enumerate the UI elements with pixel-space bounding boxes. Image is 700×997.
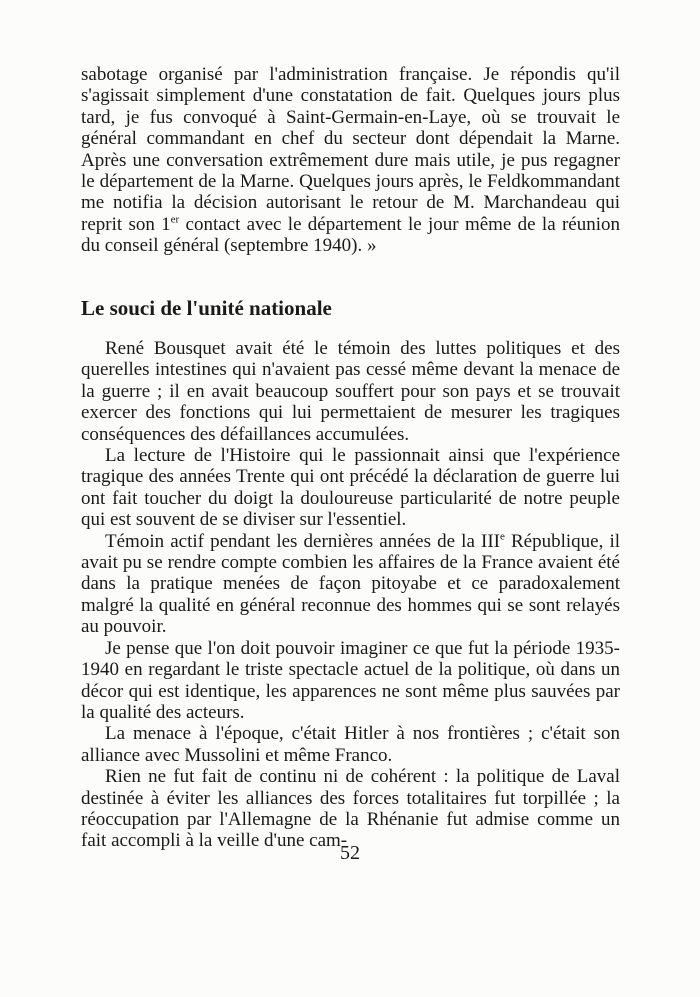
paragraph-3 (81, 531, 620, 638)
continued-paragraph-block (81, 64, 620, 257)
paragraph-3-text: Témoin actif pendant les dernières années de la III (105, 530, 500, 552)
continued-paragraph (81, 64, 620, 257)
ordinal-superscript: e (499, 530, 505, 543)
continued-paragraph-text-end: contact avec le département le jour même de la réunion du conseil général (septembre 1940). » (81, 213, 620, 257)
section-body (81, 338, 620, 852)
paragraph-2: La lecture de l'Histoire qui le passionnait ainsi que l'expérience tragique des années Trente qui ont précédé la déclaration de guerre lui ont fait toucher du doigt la douloureuse particularité de notre peuple qui est souvent de se diviser sur l'essentiel. (81, 445, 620, 531)
paragraph-5: La menace à l'époque, c'était Hitler à nos frontières ; c'était son alliance avec Mussolini et même Franco. (81, 723, 620, 766)
paragraph-6: Rien ne fut fait de continu ni de cohérent : la politique de Laval destinée à éviter les alliances des forces totalitaires fut torpillée ; la réoccupation par l'Allemagne de la Rhénanie fut admise comme un fait accompli à la veille d'une cam- (81, 766, 620, 852)
continued-paragraph-text: sabotage organisé par l'administration française. Je répondis qu'il s'agissait simplement d'une constatation de fait. Quelques jours plus tard, je fus convoqué à Saint-Germain-en-Laye, où se trouvait le général commandant en chef du secteur dont dépendait la Marne. Après une conversation extrêmement dure mais utile, je pus regagner le département de la Marne. Quelques jours après, le Feldkommandant me notifia la décision autorisant le retour de M. Marchandeau qui reprit son 1 (81, 64, 620, 235)
page-number: 52 (340, 842, 360, 864)
paragraph-4: Je pense que l'on doit pouvoir imaginer ce que fut la période 1935-1940 en regardant le triste spectacle actuel de la politique, où dans un décor qui est identique, les apparences ne sont même plus sauvées par la qualité des acteurs. (81, 637, 620, 723)
ordinal-superscript: er (170, 213, 180, 226)
section-heading: Le souci de l'unité nationale (81, 296, 332, 320)
paragraph-3-text-end: République, il avait pu se rendre compte combien les affaires de la France avaient été dans la pratique menées de façon pitoyabe et ce paradoxalement malgré la qualité en général reconnue des hommes qui se sont relayés au pouvoir. (81, 530, 621, 638)
paragraph-1: René Bousquet avait été le témoin des luttes politiques et des querelles intestines qui n'avaient pas cessé même devant la menace de la guerre ; il en avait beaucoup souffert pour son pays et se trouvait exercer des fonctions qui lui permettaient de mesurer les tragiques conséquences des défaillances accumulées. (81, 338, 620, 445)
